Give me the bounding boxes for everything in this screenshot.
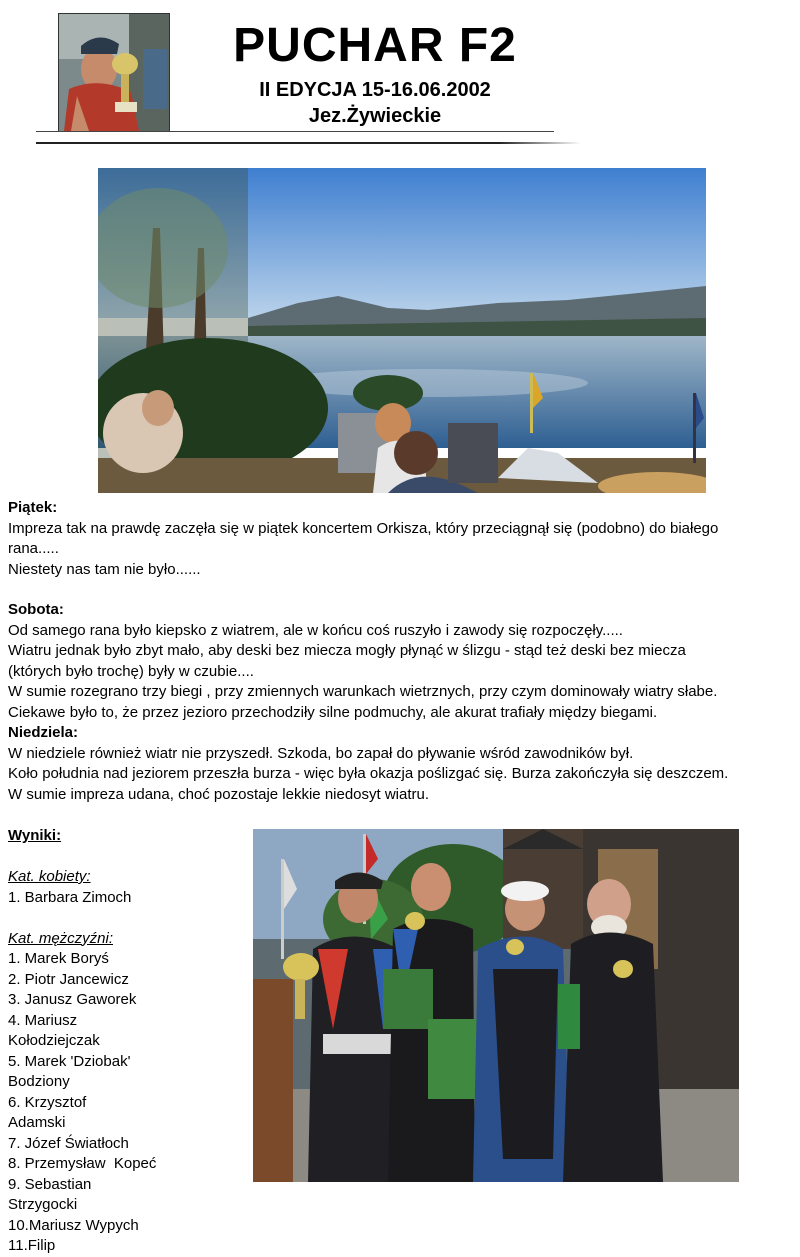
saturday-text-line: W sumie rozegrano trzy biegi , przy zmiennych warunkach wietrznych, przy czym dominowały wiatry słabe. [8,683,718,700]
men-result-line: 11.Filip [8,1237,56,1254]
header-divider [36,131,554,132]
results-heading: Wyniki: [8,827,62,844]
sunday-text-line: Koło południa nad jeziorem przeszła burza - więc była okazja poślizgać się. Burza zakończyła się deszczem. [8,765,729,782]
edition-subtitle: II EDYCJA 15-16.06.2002 [259,79,491,101]
saturday-text-line: Ciekawe było to, że przez jezioro przechodziły silne podmuchy, ale akurat trafiały między biegami. [8,703,658,721]
header-photo-image [59,14,169,131]
header-divider-thick [36,142,581,144]
women-category-heading: Kat. kobiety: [8,868,91,885]
friday-text-line: Niestety nas tam nie było...... [8,560,201,578]
saturday-text-line: Wiatru jednak było zbyt mało, aby deski bez miecza mogły płynąć w ślizgu - stąd też deski bez miecza [8,642,686,659]
men-result-line: Kołodziejczak [8,1032,100,1049]
men-result-line: 1. Marek Boryś [8,950,109,967]
winners-photo-image [253,829,739,1182]
men-result-line: 3. Janusz Gaworek [8,991,137,1008]
men-result-line: 10.Mariusz Wypych [8,1216,139,1234]
sunday-text-line: W niedziele również wiatr nie przyszedł. Szkoda, bo zapał do pływanie wśród zawodników był. [8,744,634,762]
men-result-line: Bodziony [8,1073,70,1090]
men-result-line: 7. Józef Światłoch [8,1134,129,1152]
lake-photo [98,168,706,493]
men-result-line: 5. Marek 'Dziobak' [8,1052,131,1070]
women-result-line: 1. Barbara Zimoch [8,888,132,906]
lake-photo-image [98,168,706,493]
men-result-line: 9. Sebastian [8,1175,92,1193]
saturday-heading: Sobota: [8,601,64,618]
event-location: Jez.Żywieckie [308,105,442,127]
men-result-line: Adamski [8,1114,66,1131]
friday-text-line: rana..... [8,540,59,557]
header-photo-trophy [58,13,170,132]
men-result-line: 2. Piotr Jancewicz [8,970,129,988]
winners-podium-photo [253,829,739,1182]
men-category-heading: Kat. mężczyźni: [8,929,114,947]
men-result-line: Strzygocki [8,1196,78,1213]
men-result-line: 4. Mariusz [8,1011,78,1029]
friday-heading: Piątek: [8,499,58,516]
saturday-text-line: Od samego rana było kiepsko z wiatrem, ale w końcu coś ruszyło i zawody się rozpoczęły..... [8,621,623,639]
sunday-text-line: W sumie impreza udana, choć pozostaje lekkie niedosyt wiatru. [8,785,430,803]
men-result-line: 6. Krzysztof [8,1093,87,1111]
men-result-line: 8. Przemysław Kopeć [8,1155,157,1172]
sunday-heading: Niedziela: [8,724,79,741]
page-title: PUCHAR F2 [233,19,517,72]
friday-text-line: Impreza tak na prawdę zaczęła się w piątek koncertem Orkisza, który przeciągnął się (podobno) do białego [8,519,719,537]
saturday-text-line: (których było trochę) były w czubie.... [8,662,254,680]
